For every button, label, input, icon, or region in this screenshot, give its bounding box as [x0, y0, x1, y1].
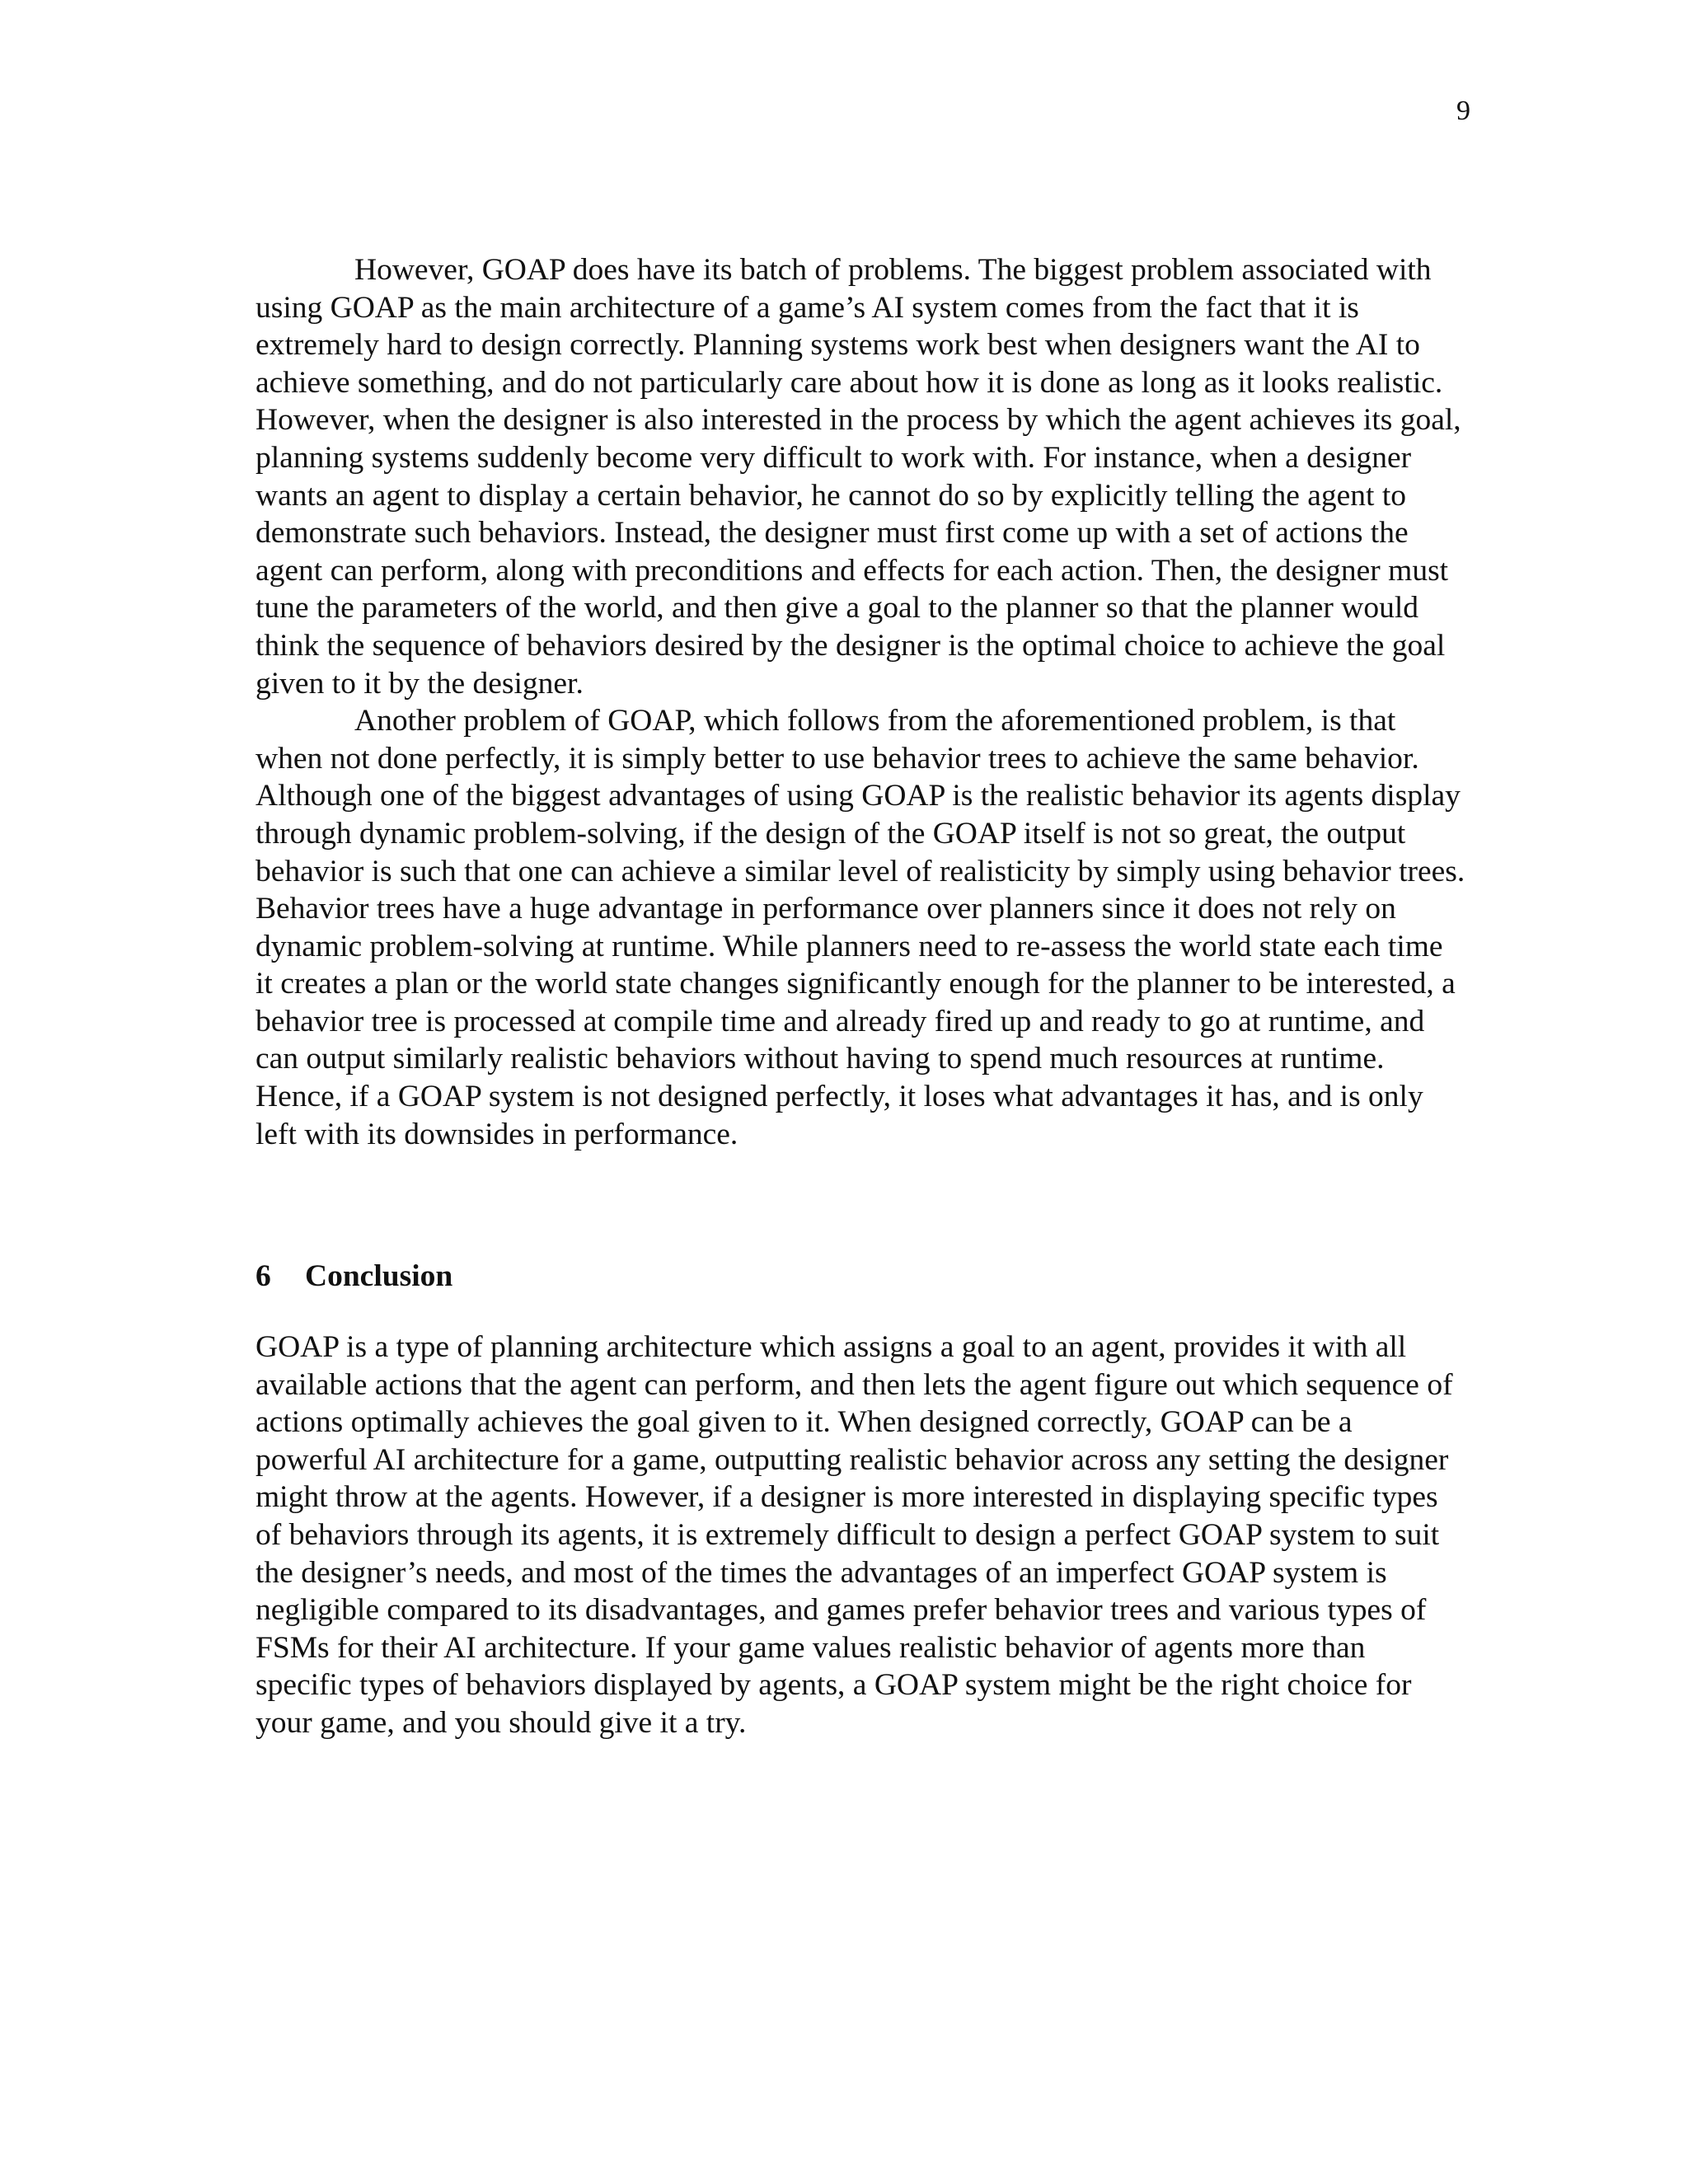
paragraph-conclusion: GOAP is a type of planning architecture which assigns a goal to an agent, provides it with all available actions that the agent can perform, and then lets the agent figure out which sequence of actions optimally achieves the goal given to it. When designed correctly, GOAP can be a powerful AI architecture for a game, outputting realistic behavior across any setting the designer might throw at the agents. However, if a designer is more interested in displaying specific types of behaviors through its agents, it is extremely difficult to design a perfect GOAP system to suit the designer’s needs, and most of the times the advantages of an imperfect GOAP system is negligible compared to its disadvantages, and games prefer behavior trees and various types of FSMs for their AI architecture. If your game values realistic behavior of agents more than specific types of behaviors displayed by agents, a GOAP system might be the right choice for your game, and you should give it a try. — [256, 1330, 1453, 1740]
paragraph-goap-problems: However, GOAP does have its batch of problems. The biggest problem associated with using GOAP as the main architecture of a game’s AI system comes from the fact that it is extremely hard to design correctly. Planning systems work best when designers want the AI to achieve something, and do not particularly care about how it is done as long as it looks realistic. However, when the designer is also interested in the process by which the agent achieves its goal, planning systems suddenly become very difficult to work with. For instance, when a designer wants an agent to display a certain behavior, he cannot do so by explicitly telling the agent to demonstrate such behaviors. Instead, the designer must first come up with a set of actions the agent can perform, along with preconditions and effects for each action. Then, the designer must tune the parameters of the world, and then give a goal to the planner so that the planner would think the sequence of behaviors desired by the designer is the optimal choice to achieve the goal given to it by the designer. — [256, 253, 1461, 701]
page-number: 9 — [1456, 96, 1470, 126]
section-title: Conclusion — [305, 1259, 453, 1293]
section-number: 6 — [256, 1259, 271, 1293]
body-text — [256, 251, 1465, 1153]
paragraph-behavior-trees: Another problem of GOAP, which follows from the aforementioned problem, is that when not done perfectly, it is simply better to use behavior trees to achieve the same behavior. Although one of the biggest advantages of using GOAP is the realistic behavior its agents display through dynamic problem-solving, if the design of the GOAP itself is not so great, the output behavior is such that one can achieve a similar level of realisticity by simply using behavior trees. Behavior trees have a huge advantage in performance over planners since it does not rely on dynamic problem-solving at runtime. While planners need to re-assess the world state each time it creates a plan or the world state changes significantly enough for the planner to be interested, a behavior tree is processed at compile time and already fired up and ready to go at runtime, and can output similarly realistic behaviors without having to spend much resources at runtime. Hence, if a GOAP system is not designed perfectly, it loses what advantages it has, and is only left with its downsides in performance. — [256, 704, 1465, 1151]
section-heading — [256, 1258, 452, 1295]
